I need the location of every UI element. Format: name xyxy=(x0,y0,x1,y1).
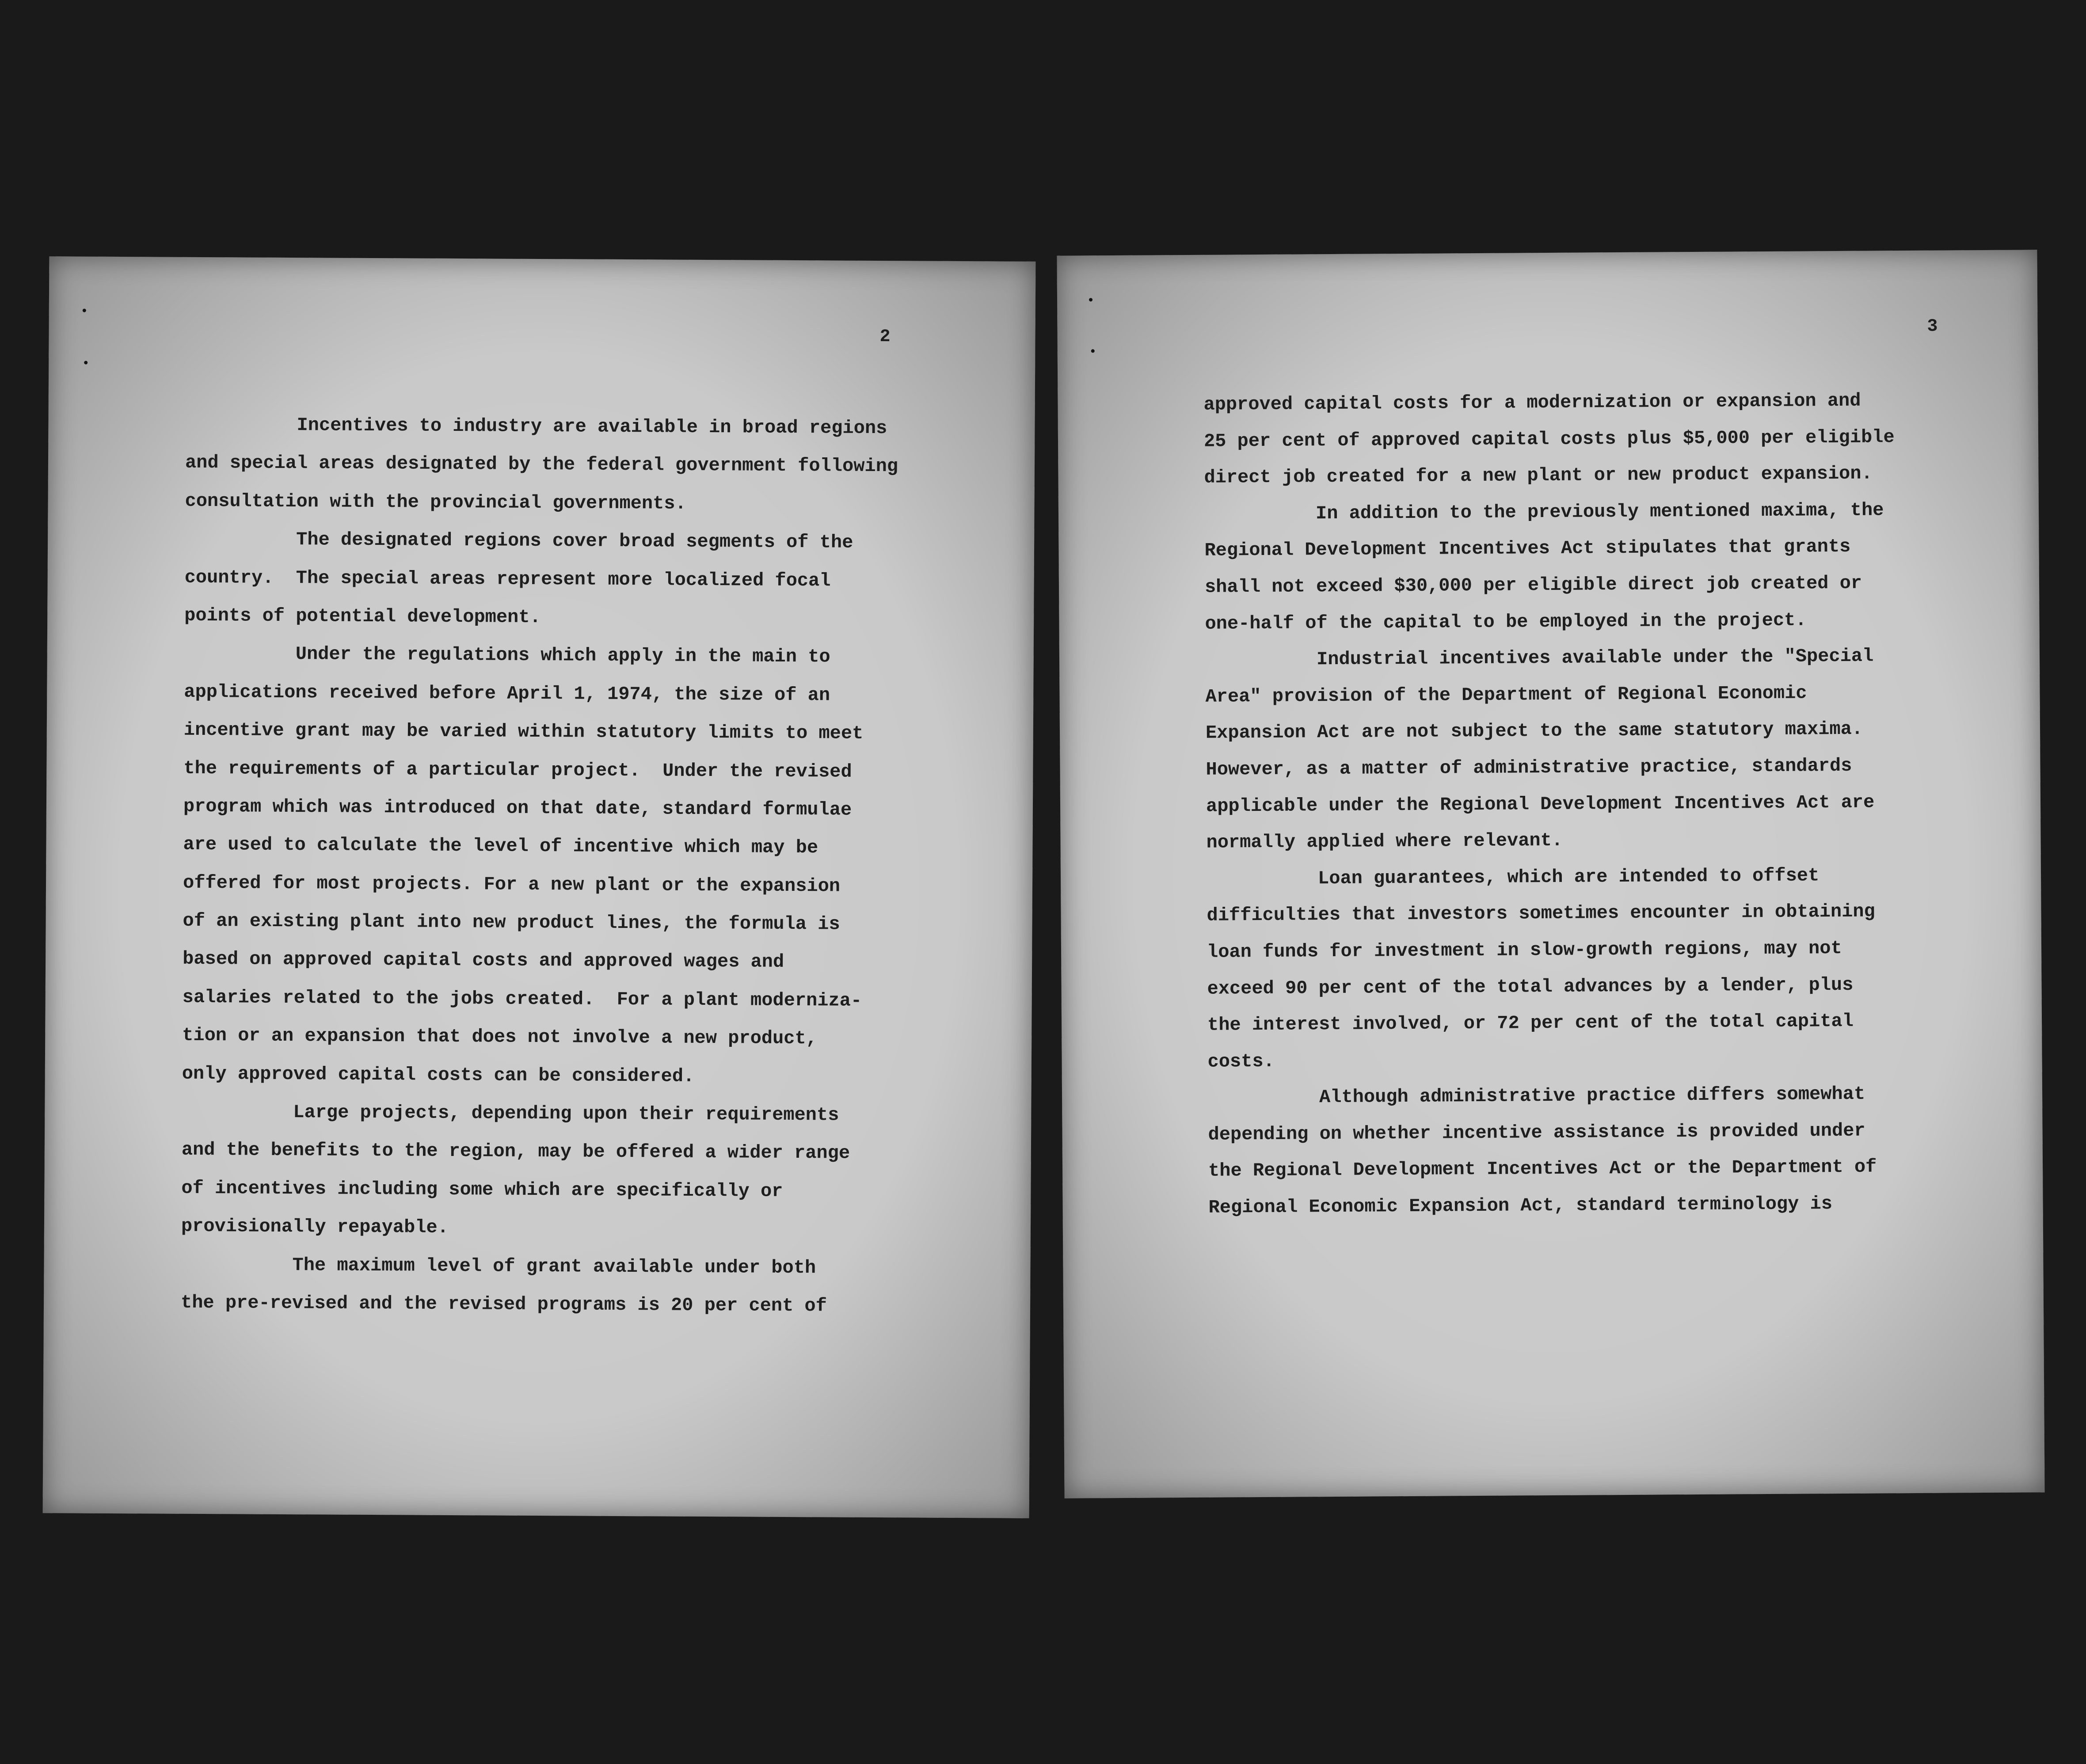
document-page-3 xyxy=(1057,250,2044,1498)
text-line: offered for most projects. For a new plant or the expansion xyxy=(183,872,841,897)
text-line: shall not exceed $30,000 per eligible direct job created or xyxy=(1204,572,1862,598)
text-line: the interest involved, or 72 per cent of the total capital xyxy=(1207,1010,1854,1036)
text-line: points of potential development. xyxy=(184,604,541,628)
text-line: Although administrative practice differs somewhat xyxy=(1207,1083,1865,1109)
text-line: The designated regions cover broad segments of the xyxy=(184,528,853,553)
text-line: tion or an expansion that does not involve a new product, xyxy=(182,1025,817,1049)
text-line: Regional Economic Expansion Act, standard terminology is xyxy=(1208,1193,1833,1218)
text-line: difficulties that investors sometimes encounter in obtaining xyxy=(1207,901,1875,927)
text-line: applications received before April 1, 1974, the size of an xyxy=(184,681,830,706)
text-line: based on approved capital costs and approved wages and xyxy=(183,948,784,973)
text-line: Area" provision of the Department of Regional Economic xyxy=(1205,682,1807,707)
text-line: Incentives to industry are available in broad regions xyxy=(185,414,887,439)
text-line: salaries related to the jobs created. For a plant moderniza- xyxy=(182,986,862,1011)
text-line: direct job created for a new plant or new product expansion. xyxy=(1204,463,1873,488)
text-line: Under the regulations which apply in the main to xyxy=(184,643,830,668)
text-line: depending on whether incentive assistance is provided under xyxy=(1208,1120,1865,1145)
text-line: of an existing plant into new product lines, the formula is xyxy=(183,910,840,935)
text-line: Loan guarantees, which are intended to offset xyxy=(1206,865,1820,890)
scan-speck xyxy=(83,309,86,312)
text-line: However, as a matter of administrative practice, standards xyxy=(1206,755,1852,780)
text-line: the requirements of a particular project. Under the revised xyxy=(183,757,852,783)
page-number: 3 xyxy=(1927,316,1938,337)
text-line: only approved capital costs can be considered. xyxy=(182,1063,695,1087)
document-page-2 xyxy=(43,256,1036,1518)
text-line: exceed 90 per cent of the total advances by a lender, plus xyxy=(1207,974,1854,1000)
text-line: and the benefits to the region, may be offered a wider range xyxy=(181,1139,850,1164)
text-line: normally applied where relevant. xyxy=(1206,829,1563,853)
text-line: loan funds for investment in slow-growth regions, may not xyxy=(1207,937,1842,963)
text-line: Industrial incentives available under the "Special xyxy=(1205,645,1874,671)
text-line: of incentives including some which are specifically or xyxy=(181,1177,783,1202)
text-line: costs. xyxy=(1207,1050,1275,1072)
text-line: 25 per cent of approved capital costs plus $5,000 per eligible xyxy=(1203,426,1895,452)
text-line: The maximum level of grant available under both xyxy=(181,1254,816,1278)
text-line: applicable under the Regional Development Incentives Act are xyxy=(1206,791,1875,817)
text-line: the Regional Development Incentives Act or the Department of xyxy=(1208,1156,1877,1182)
text-line: the pre-revised and the revised programs is 20 per cent of xyxy=(180,1292,827,1317)
text-line: provisionally repayable. xyxy=(181,1215,449,1239)
text-line: incentive grant may be varied within statutory limits to meet xyxy=(183,719,864,744)
text-line: are used to calculate the level of incentive which may be xyxy=(183,834,818,859)
scan-speck xyxy=(84,361,88,365)
text-line: country. The special areas represent more localized focal xyxy=(184,566,831,592)
page-number: 2 xyxy=(879,327,891,347)
page-body-text xyxy=(181,406,898,1326)
scan-speck xyxy=(1091,349,1095,353)
text-line: Expansion Act are not subject to the same statutory maxima. xyxy=(1205,719,1863,744)
text-line: approved capital costs for a modernization or expansion and xyxy=(1203,390,1861,415)
text-line: one-half of the capital to be employed in the project. xyxy=(1205,609,1807,635)
page-body-text xyxy=(1203,382,1899,1226)
text-line: program which was introduced on that date, standard formulae xyxy=(183,795,852,821)
text-line: and special areas designated by the federal government following xyxy=(185,452,898,477)
scan-speck xyxy=(1089,298,1092,301)
text-line: Regional Development Incentives Act stipulates that grants xyxy=(1204,536,1851,562)
text-line: In addition to the previously mentioned maxima, the xyxy=(1204,499,1884,525)
text-line: Large projects, depending upon their requirements xyxy=(182,1101,839,1126)
text-line: consultation with the provincial governments. xyxy=(185,490,686,514)
